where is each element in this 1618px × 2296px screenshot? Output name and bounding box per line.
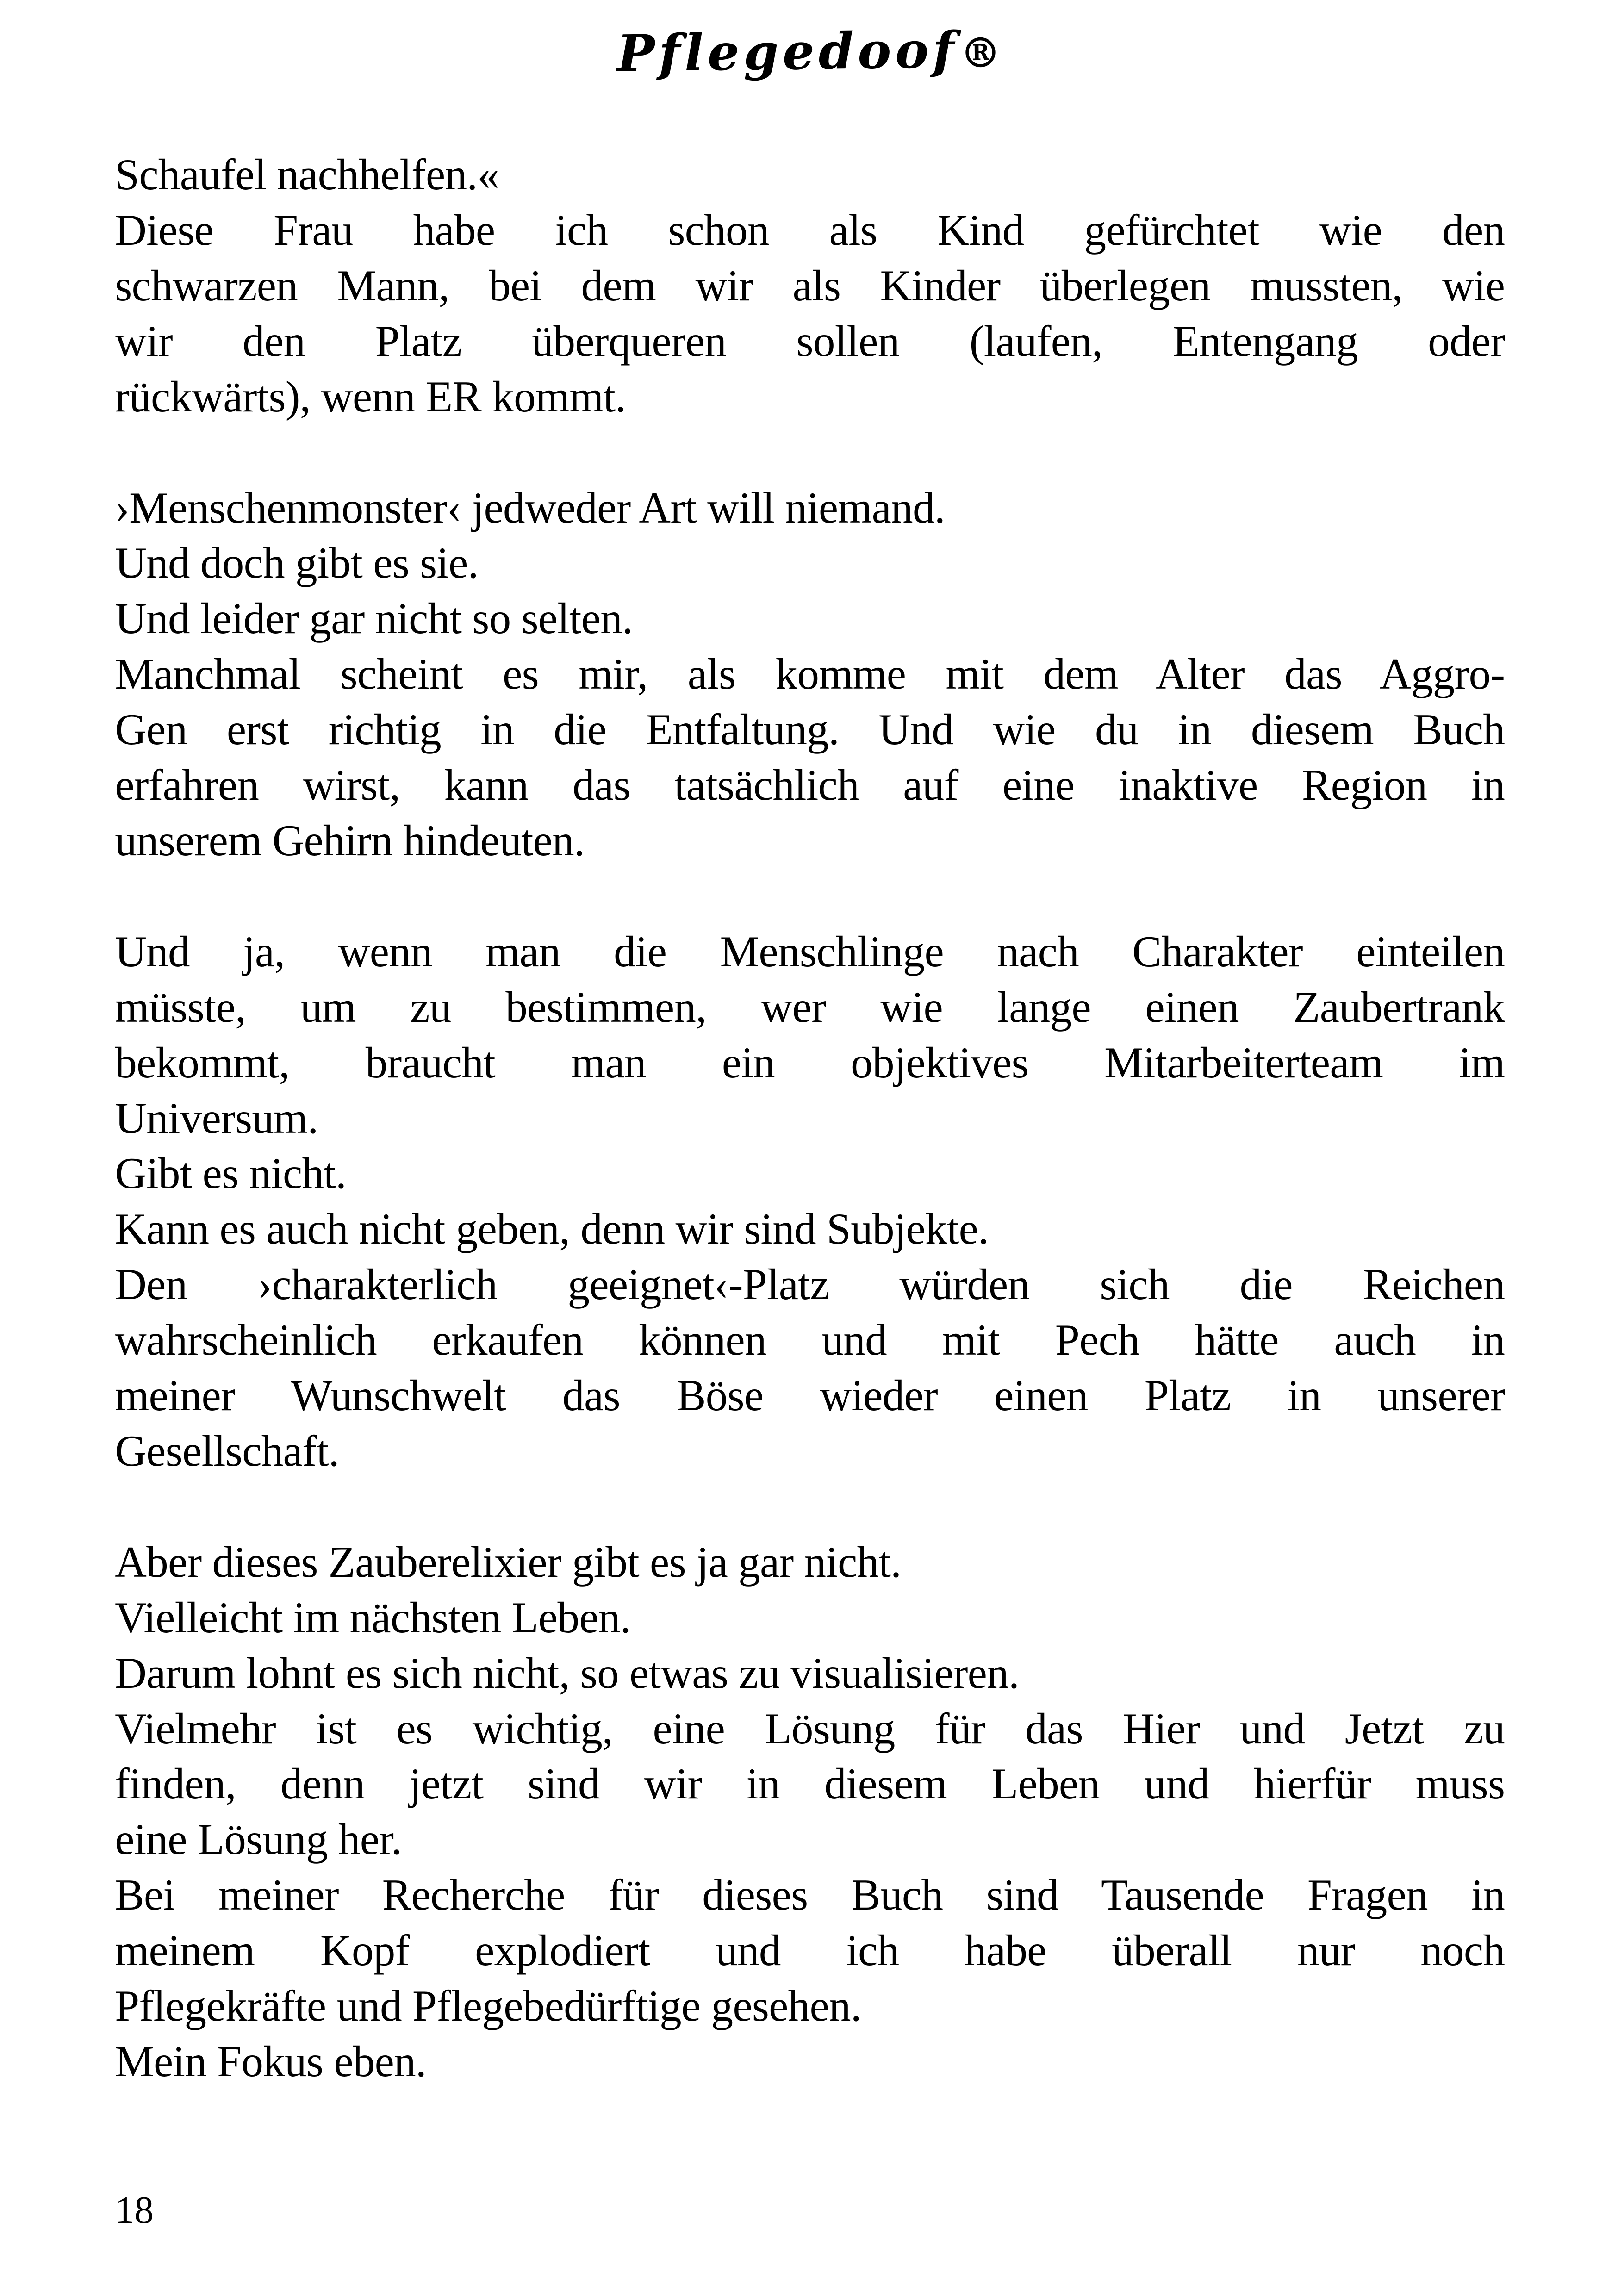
- text-line: ›Menschenmonster‹ jedweder Art will niemand.: [115, 483, 945, 532]
- blank-line: [115, 1479, 1505, 1535]
- brand-logo: [0, 13, 1618, 90]
- text-line: rückwärts), wenn ER kommt.: [115, 372, 626, 421]
- text-line: Vielleicht im nächsten Leben.: [115, 1593, 631, 1642]
- text-line: meinem Kopf explodiert und ich habe überall nur noch: [115, 1926, 1505, 1975]
- text-line: erfahren wirst, kann das tatsächlich auf eine inaktive Region in: [115, 760, 1505, 810]
- text-line: Gesellschaft.: [115, 1426, 339, 1475]
- text-line: Schaufel nachhelfen.«: [115, 150, 499, 199]
- text-line: müsste, um zu bestimmen, wer wie lange einen Zaubertrank: [115, 982, 1505, 1032]
- text-line: Gibt es nicht.: [115, 1149, 347, 1198]
- text-line: finden, denn jetzt sind wir in diesem Leben und hierfür muss: [115, 1759, 1505, 1809]
- paragraph-block: [115, 147, 1505, 425]
- text-line: Manchmal scheint es mir, als komme mit dem Alter das Aggro-: [115, 649, 1505, 699]
- text-line: Den ›charakterlich geeignet‹-Platz würden sich die Reichen: [115, 1260, 1505, 1309]
- text-line: bekommt, braucht man ein objektives Mitarbeiterteam im: [115, 1038, 1505, 1087]
- text-line: eine Lösung her.: [115, 1815, 402, 1864]
- paragraph-block: [115, 480, 1505, 869]
- blank-line: [115, 425, 1505, 480]
- page-number: 18: [115, 2188, 154, 2232]
- paragraph-block: [115, 924, 1505, 1479]
- registered-trademark-symbol: ®: [959, 28, 1002, 77]
- blank-line: [115, 869, 1505, 924]
- text-line: Mein Fokus eben.: [115, 2036, 426, 2086]
- text-line: Universum.: [115, 1093, 318, 1143]
- text-line: Darum lohnt es sich nicht, so etwas zu visualisieren.: [115, 1648, 1020, 1698]
- text-line: Und leider gar nicht so selten.: [115, 594, 633, 643]
- text-line: schwarzen Mann, bei dem wir als Kinder überlegen mussten, wie: [115, 261, 1505, 310]
- text-line: unserem Gehirn hindeuten.: [115, 816, 585, 865]
- text-line: wahrscheinlich erkaufen können und mit Pech hätte auch in: [115, 1315, 1505, 1365]
- text-line: Vielmehr ist es wichtig, eine Lösung für das Hier und Jetzt zu: [115, 1704, 1505, 1753]
- text-line: Bei meiner Recherche für dieses Buch sind Tausende Fragen in: [115, 1870, 1505, 1920]
- text-line: Gen erst richtig in die Entfaltung. Und wie du in diesem Buch: [115, 705, 1505, 754]
- brand-logo-text: Pflegedoof: [616, 20, 959, 83]
- text-line: Und ja, wenn man die Menschlinge nach Charakter einteilen: [115, 927, 1505, 976]
- text-line: Aber dieses Zauberelixier gibt es ja gar nicht.: [115, 1537, 902, 1587]
- page-body: [115, 147, 1505, 2090]
- text-line: Pflegekräfte und Pflegebedürftige gesehen.: [115, 1981, 861, 2031]
- text-line: Diese Frau habe ich schon als Kind gefürchtet wie den: [115, 205, 1505, 255]
- paragraph-block: [115, 1535, 1505, 2090]
- text-line: meiner Wunschwelt das Böse wieder einen Platz in unserer: [115, 1371, 1505, 1420]
- text-line: Und doch gibt es sie.: [115, 538, 479, 588]
- text-line: wir den Platz überqueren sollen (laufen, Entengang oder: [115, 316, 1505, 366]
- text-line: Kann es auch nicht geben, denn wir sind Subjekte.: [115, 1204, 989, 1254]
